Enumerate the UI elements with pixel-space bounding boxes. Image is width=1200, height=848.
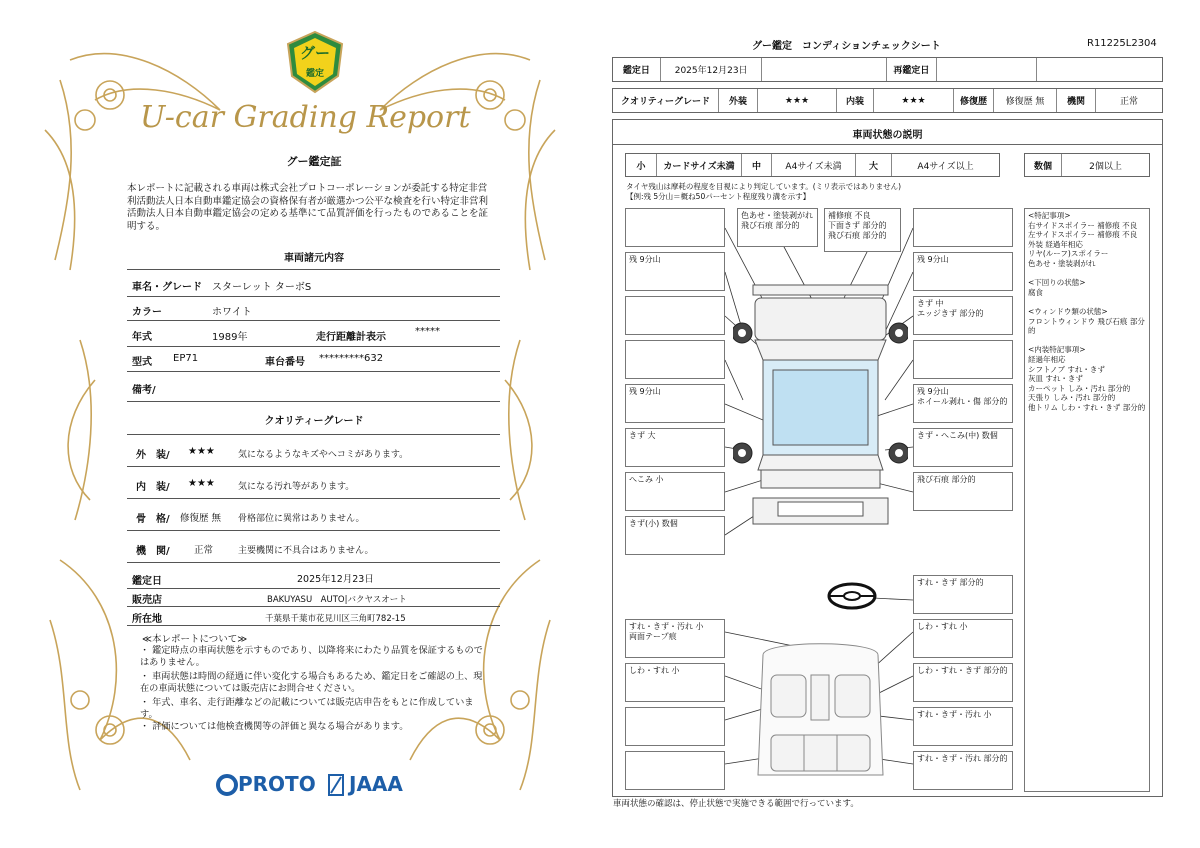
- note-line: 色あせ・塗装剥がれ: [1028, 258, 1096, 268]
- model-label: 型式: [132, 357, 152, 368]
- grade-row: [612, 88, 1163, 113]
- date-row-value: 2025年12月23日: [661, 58, 763, 81]
- interior-car-diagram: [753, 635, 888, 785]
- note-line: リヤ(ルーフ)スポイラー: [1028, 249, 1109, 259]
- ext-box-right-2: [913, 296, 1013, 335]
- engine-label: 機関: [1057, 89, 1096, 112]
- note-line: 外装 経過年相応: [1028, 239, 1083, 249]
- int-box-left-2: しわ・すれ 小: [625, 663, 725, 702]
- note-line: 他トリム しわ・すれ・きず 部分的: [1028, 402, 1146, 412]
- date-value: 2025年12月23日: [297, 574, 374, 585]
- shop-value: BAKUYASU AUTO|バクヤスオート: [267, 595, 407, 605]
- quality-grade-label: クオリティーグレード: [613, 89, 719, 112]
- remarks-label: 備考/: [132, 385, 156, 396]
- ext-box-top-mid2: [824, 208, 901, 252]
- date-row: [612, 57, 1163, 82]
- note-line: 天張り しみ・汚れ 部分的: [1028, 393, 1116, 403]
- jaaa-mark-icon: [326, 773, 346, 797]
- ext-box-left-4: 残 9分山: [625, 384, 725, 423]
- int-box-left-1: [625, 619, 725, 658]
- proto-logo-text: PROTO: [238, 772, 316, 796]
- jaaa-logo-text: JAAA: [349, 772, 403, 796]
- count-desc: 2個以上: [1089, 161, 1122, 172]
- ext-box-top-left: [625, 208, 725, 247]
- sheet-footer: 車両状態の確認は、停止状態で実施できる範囲で行っています。: [613, 799, 859, 809]
- grade-engine-value: 正常: [194, 545, 214, 556]
- proto-mark-icon: [216, 773, 238, 797]
- ext-box-left-6: へこみ 小: [625, 472, 725, 511]
- grade-engine-desc: 主要機関に不具合はありません。: [238, 546, 374, 556]
- size-mid: 中: [742, 154, 772, 176]
- note-line: <特記事項>: [1028, 211, 1071, 220]
- grade-frame-label: 骨 格/: [136, 514, 170, 525]
- note-line: 経過年相応: [1028, 354, 1066, 364]
- note-line: フロントウィンドウ 飛び石痕 部分的: [1028, 316, 1145, 336]
- size-large-desc: A4サイズ以上: [917, 161, 974, 172]
- ext-box-left-3: [625, 340, 725, 379]
- note-line: <内装特記事項>: [1028, 345, 1086, 355]
- sheet-code: R11225L2304: [1087, 38, 1157, 49]
- year-label: 年式: [132, 332, 152, 343]
- int-value: ★★★: [874, 89, 954, 112]
- year-value: 1989年: [212, 332, 248, 343]
- note-line: <ウィンドウ類の状態>: [1028, 306, 1108, 316]
- ext-value: ★★★: [758, 89, 837, 112]
- address-value: 千葉県千葉市花見川区三角町782-15: [265, 614, 406, 624]
- certificate-subtitle: グー鑑定証: [286, 155, 342, 168]
- ext-box-top-right: [913, 208, 1013, 247]
- about-item: ・ 評価については他検査機関等の評価と異なる場合があります。: [140, 721, 409, 732]
- ext-box-right-2-text: きず 中 エッジきず 部分的: [917, 299, 984, 318]
- goo-kantei-badge: [286, 30, 344, 94]
- recheck-label: 再鑑定日: [887, 58, 937, 81]
- ext-box-right-5: きず・へこみ(中) 数個: [913, 428, 1013, 467]
- size-large: 大: [856, 154, 892, 176]
- ext-box-right-3: [913, 340, 1013, 379]
- ext-box-top-mid1-text: 色あせ・塗装剥がれ 飛び石痕 部分的: [741, 211, 813, 230]
- mileage-label: 走行距離計表示: [316, 332, 386, 343]
- about-item: ・ 鑑定時点の車両状態を示すものであり、以降将来にわたり品質を保証するものではありません。: [140, 645, 483, 668]
- tire-note-2: 【例:残 5分山＝概ね50パーセント程度残り溝を示す】: [626, 192, 811, 201]
- tire-note-1: タイヤ残山は摩耗の程度を目視により判定しています。(ミリ表示ではありません): [626, 182, 902, 191]
- int-box-steering: すれ・きず 部分的: [913, 575, 1013, 614]
- mileage-value: *****: [415, 326, 440, 337]
- note-line: 灰皿 すれ・きず: [1028, 374, 1083, 384]
- condition-panel: [612, 119, 1163, 797]
- int-box-right-2: しわ・すれ・きず 部分的: [913, 663, 1013, 702]
- ext-box-left-1: 残 9分山: [625, 252, 725, 291]
- grade-int-value: ★★★: [188, 478, 215, 489]
- specs-heading: 車両諸元内容: [284, 253, 344, 264]
- badge-top-text: グー: [299, 44, 330, 62]
- chassis-label: 車台番号: [265, 357, 305, 368]
- name-label: 車名・グレード: [132, 282, 202, 293]
- int-box-left-3: [625, 707, 725, 746]
- date-label: 鑑定日: [132, 576, 162, 587]
- about-item: ・ 年式、車名、走行距離などの記載については販売店申告をもとに作成しています。: [140, 697, 474, 720]
- ext-box-left-5: きず 大: [625, 428, 725, 467]
- grade-frame-desc: 骨格部位に異常はありません。: [238, 514, 365, 524]
- note-line: 左サイドスポイラー 補修痕 不良: [1028, 230, 1138, 240]
- int-box-left-1-text: すれ・きず・汚れ 小 両面テープ痕: [629, 622, 704, 641]
- repair-value: 修復歴 無: [994, 89, 1057, 112]
- exterior-car-diagram: [733, 270, 908, 535]
- name-value: スターレット ターボS: [212, 282, 312, 293]
- note-line: <下回りの状態>: [1028, 278, 1086, 288]
- size-small: 小: [626, 154, 657, 176]
- report-script-title: U-car Grading Report: [140, 100, 471, 135]
- ext-box-right-4-text: 残 9分山 ホイール剥れ・傷 部分的: [917, 387, 1008, 406]
- engine-value: 正常: [1119, 97, 1138, 107]
- repair-label: 修復歴: [954, 89, 994, 112]
- int-box-left-4: [625, 751, 725, 790]
- address-label: 所在地: [132, 614, 162, 625]
- note-line: 右サイドスポイラー 補修痕 不良: [1028, 220, 1138, 230]
- note-line: [1028, 269, 1146, 279]
- note-line: [1028, 336, 1146, 346]
- int-box-right-4: すれ・きず・汚れ 部分的: [913, 751, 1013, 790]
- chassis-value: *********632: [319, 353, 384, 364]
- color-value: ホワイト: [212, 307, 252, 318]
- int-box-right-3: すれ・きず・汚れ 小: [913, 707, 1013, 746]
- date-row-label: 鑑定日: [613, 58, 661, 81]
- condition-heading: 車両状態の説明: [852, 130, 923, 141]
- certificate-intro: 本レポートに記載される車両は株式会社プロトコーポレーションが委託する特定非営利活動法人日本自動車鑑定協会の資格保有者が厳選かつ公平な検査を行い特定非営利活動法人日本自動車鑑定協会の定める基準にて品質評価を行ったものであることを証明する。: [127, 183, 489, 232]
- model-value: EP71: [173, 353, 199, 364]
- note-line: カーペット しみ・汚れ 部分的: [1028, 383, 1131, 393]
- grade-ext-desc: 気になるようなキズやヘコミがあります。: [238, 450, 409, 460]
- steering-wheel-icon: [826, 580, 878, 612]
- grade-ext-value: ★★★: [188, 446, 215, 457]
- size-small-desc: カードサイズ未満: [657, 154, 742, 176]
- sheet-title: グー鑑定 コンディションチェックシート: [752, 41, 941, 52]
- grade-ext-label: 外 装/: [136, 450, 170, 461]
- ext-box-right-4: [913, 384, 1013, 423]
- grade-int-label: 内 装/: [136, 482, 170, 493]
- ext-box-left-7: きず(小) 数個: [625, 516, 725, 555]
- size-mid-desc: A4サイズ未満: [772, 154, 856, 176]
- grade-int-desc: 気になる汚れ等があります。: [238, 482, 355, 492]
- condition-check-sheet: [600, 0, 1200, 848]
- note-line: [1028, 297, 1146, 307]
- ext-box-top-mid1: [737, 208, 818, 247]
- int-box-right-1: しわ・すれ 小: [913, 619, 1013, 658]
- ext-box-left-2: [625, 296, 725, 335]
- note-line: 腐食: [1028, 287, 1043, 297]
- ext-label: 外装: [719, 89, 758, 112]
- quality-heading: クオリティーグレード: [264, 416, 364, 427]
- color-label: カラー: [132, 307, 162, 318]
- badge-bottom-text: 鑑定: [305, 69, 324, 79]
- note-line: シフトノブ すれ・きず: [1028, 364, 1105, 374]
- count-label: 数個: [1025, 154, 1062, 176]
- ext-box-top-mid2-text: 補修痕 不良 下面きず 部分的 飛び石痕 部分的: [828, 211, 887, 240]
- grade-engine-label: 機 関/: [136, 546, 170, 557]
- ext-box-right-1: 残 9分山: [913, 252, 1013, 291]
- grade-frame-value: 修復歴 無: [180, 513, 222, 524]
- int-label: 内装: [837, 89, 874, 112]
- shop-label: 販売店: [132, 595, 162, 606]
- about-item: ・ 車両状態は時間の経過に伴い変化する場合もあるため、鑑定日をご確認の上、現在の車両状態については販売店にお問合せください。: [140, 671, 483, 694]
- notes-panel: [1024, 208, 1150, 792]
- about-heading: ≪本レポートについて≫: [142, 634, 248, 645]
- ext-box-right-6: 飛び石痕 部分的: [913, 472, 1013, 511]
